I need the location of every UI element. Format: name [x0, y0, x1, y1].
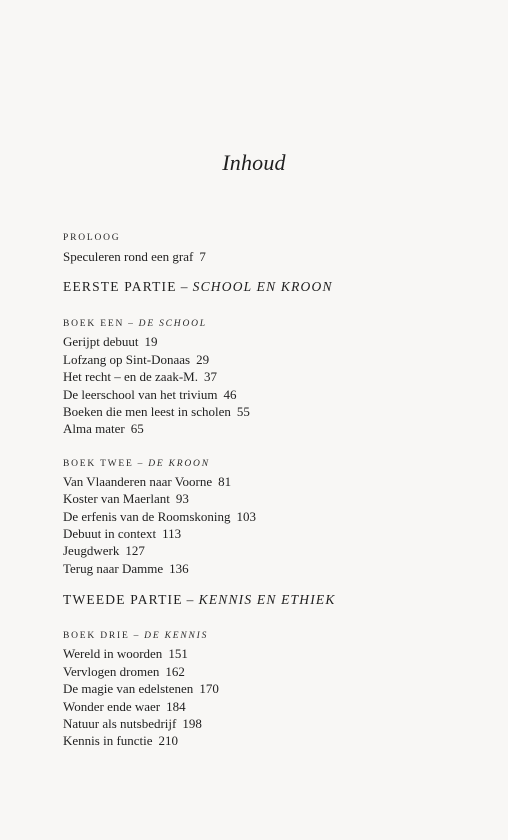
partie-label: TWEEDE PARTIE — [63, 592, 183, 608]
toc-entry-title: Gerijpt debuut — [63, 334, 139, 350]
toc-entry-title: Terug naar Damme — [63, 560, 164, 576]
toc-entry-page: 127 — [125, 543, 145, 559]
toc-entry-page: 93 — [175, 491, 189, 507]
toc-entry — [63, 248, 483, 265]
toc-entry — [63, 732, 483, 749]
toc-entry-page: 198 — [182, 715, 202, 731]
boek-subtitle: DE KROON — [148, 458, 210, 469]
toc-entry-title: De erfenis van de Roomskoning — [63, 508, 231, 524]
boek-label: BOEK TWEE — [63, 458, 134, 469]
toc-entry-title: Kennis in functie — [63, 733, 153, 749]
toc-entry-page: 81 — [218, 473, 232, 489]
toc-entry-page: 37 — [204, 369, 217, 385]
toc-entry — [63, 645, 483, 662]
partie-subtitle: KENNIS EN ETHIEK — [198, 592, 336, 608]
toc-entry-title: Wonder ende waer — [63, 698, 161, 714]
toc-entry — [63, 715, 483, 732]
toc-entry — [63, 333, 483, 350]
toc-entry-title: Speculeren rond een graf — [63, 249, 194, 264]
toc-entry-page: 19 — [144, 334, 158, 350]
toc-entry-page: 29 — [196, 351, 210, 367]
toc-entry — [63, 663, 483, 680]
boek-dash: – — [133, 631, 141, 642]
table-of-contents — [63, 232, 483, 750]
proloog-label: PROLOOG — [63, 233, 121, 243]
toc-entry-title: Wereld in woorden — [63, 646, 163, 662]
toc-entry — [63, 680, 483, 697]
partie-subtitle: SCHOOL EN KROON — [192, 279, 333, 295]
toc-entry-page: 210 — [158, 733, 179, 749]
toc-entry-title: Natuur als nutsbedrijf — [63, 715, 177, 731]
toc-entry — [63, 386, 483, 403]
toc-entry-page: 46 — [223, 386, 237, 402]
boek-dash: – — [137, 458, 145, 469]
toc-entry-title: Het recht – en de zaak-M. — [63, 369, 198, 385]
toc-entry — [63, 351, 483, 368]
toc-entry — [63, 560, 483, 577]
boek-dash: – — [128, 319, 135, 330]
boek2-entries — [63, 473, 483, 577]
toc-entry-page: 170 — [199, 681, 219, 697]
toc-entry-page: 103 — [236, 508, 257, 524]
toc-entry-page: 65 — [130, 421, 144, 437]
toc-entry — [63, 525, 483, 542]
toc-entry-title: Jeugdwerk — [63, 543, 120, 559]
partie-heading-1 — [63, 278, 483, 296]
toc-entry-page: 136 — [169, 560, 189, 576]
boek-subtitle: DE SCHOOL — [138, 319, 207, 330]
toc-entry — [63, 420, 483, 437]
boek3-entries — [63, 645, 483, 749]
toc-entry-title: Van Vlaanderen naar Voorne — [63, 473, 213, 489]
partie-heading-2 — [63, 591, 483, 609]
toc-entry-title: Vervlogen dromen — [63, 663, 160, 679]
partie-dash: – — [180, 279, 189, 295]
partie-label: EERSTE PARTIE — [63, 279, 177, 295]
boek-label: BOEK EEN — [63, 319, 125, 330]
toc-entry — [63, 473, 483, 490]
toc-entry — [63, 403, 483, 420]
boek-label-2 — [63, 458, 483, 471]
toc-entry — [63, 508, 483, 525]
toc-entry-page: 7 — [199, 249, 206, 264]
toc-entry — [63, 698, 483, 715]
toc-entry-page: 113 — [162, 526, 182, 542]
boek-label: BOEK DRIE — [63, 631, 130, 642]
boek-label-1 — [63, 318, 483, 331]
toc-entry — [63, 542, 483, 559]
toc-entry-title: De leerschool van het trivium — [63, 386, 218, 402]
toc-entry — [63, 368, 483, 385]
page-title: Inhoud — [222, 150, 286, 175]
partie-dash: – — [186, 592, 195, 608]
toc-entry — [63, 490, 483, 507]
toc-entry-title: De magie van edelstenen — [63, 681, 194, 697]
boek1-entries — [63, 333, 483, 437]
toc-entry-title: Lofzang op Sint-Donaas — [63, 351, 191, 367]
toc-entry-page: 151 — [168, 646, 188, 662]
toc-entry-page: 162 — [165, 663, 185, 679]
toc-entry-title: Debuut in context — [63, 526, 157, 542]
toc-entry-page: 184 — [166, 698, 186, 714]
toc-entry-title: Koster van Maerlant — [63, 491, 170, 507]
boek-subtitle: DE KENNIS — [144, 631, 209, 642]
toc-entry-page: 55 — [236, 404, 250, 420]
boek-label-3 — [63, 630, 483, 643]
toc-entry-title: Alma mater — [63, 421, 125, 437]
toc-entry-title: Boeken die men leest in scholen — [63, 404, 231, 420]
